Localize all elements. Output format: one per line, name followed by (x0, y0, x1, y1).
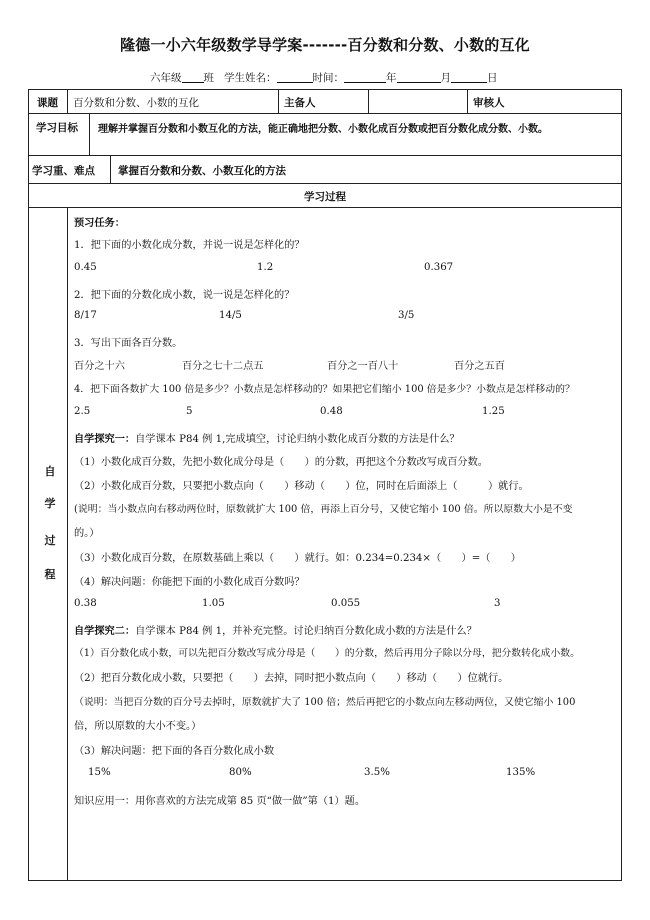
q3-item: 百分之十六 (74, 361, 125, 372)
explore-2-item: （3）解决问题：把下面的各百分数化成小数 (74, 746, 275, 757)
q3-item: 百分之一百八十 (327, 361, 399, 372)
explore-1-item: （2）小数化成百分数，只要把小数点向（ ）移动（ ）位，同时在后面添上（ ）就行。 (74, 481, 529, 492)
question-2: 2．把下面的分数化成小数，说一说是怎样化的？ (74, 290, 295, 301)
name-blank[interactable] (277, 71, 313, 83)
e2-value: 3.5% (364, 767, 390, 778)
e1-value: 3 (494, 598, 501, 609)
explore-2-note: （说明：当把百分数的百分号去掉时，原数就扩大了 100 倍；然后再把它的小数点向左移动两位，又使它缩小 100 (74, 697, 576, 708)
grade-label: 六年级 (150, 72, 182, 84)
explore-1-line (74, 430, 460, 445)
explore-1-note: (说明：当小数点向右移动两位时，原数就扩大 100 倍，再添上百分号，又使它缩小 100 倍。所以原数大小是不变 (74, 504, 573, 515)
key-value: 掌握百分数和分数、小数互化的方法 (118, 165, 286, 177)
year-label: 年 (386, 72, 397, 84)
goal-value: 理解并掌握百分数和小数互化的方法，能正确地把分数、小数化成百分数或把百分数化成分数、小数。 (98, 124, 548, 135)
key-label: 学习重、难点 (32, 165, 95, 177)
explore-1-item: （1）小数化成百分数，先把小数化成分母是（ ）的分数，再把这个分数改写成百分数。 (74, 457, 488, 468)
year-blank[interactable] (344, 71, 386, 83)
month-blank[interactable] (397, 71, 441, 83)
day-blank[interactable] (451, 71, 487, 83)
month-label: 月 (440, 72, 452, 84)
topic-label: 课题 (37, 97, 58, 109)
side-char-2: 学 (44, 497, 56, 510)
explore-2-line (74, 622, 477, 637)
explore-1-title: 自学探究一： (74, 434, 136, 445)
q2-item: 8/17 (74, 310, 97, 321)
q2-item: 3/5 (398, 310, 415, 321)
q4-item: 1.25 (482, 406, 505, 417)
q1-item: 1.2 (257, 262, 274, 273)
student-info-line (150, 70, 498, 85)
preview-title: 预习任务： (74, 218, 125, 229)
q4-item: 2.5 (74, 406, 91, 417)
side-char-3: 过 (44, 534, 56, 547)
explore-2-note: 倍，所以原数的大小不变。） (74, 721, 202, 732)
explore-1-item: （4）解决问题：你能把下面的小数化成百分数吗？ (74, 577, 305, 588)
topic-value: 百分数和分数、小数的互化 (73, 97, 199, 109)
time-label: 时间： (312, 72, 345, 84)
goal-label: 学习目标 (36, 122, 78, 134)
q4-item: 5 (186, 406, 193, 417)
page-title: 隆德一小六年级数学导学案-------百分数和分数、小数的互化 (120, 36, 530, 54)
day-label: 日 (487, 72, 498, 84)
class-blank[interactable] (182, 71, 204, 83)
e2-value: 80% (229, 767, 252, 778)
q3-item: 百分之七十二点五 (182, 361, 264, 372)
q1-item: 0.45 (74, 262, 97, 273)
explore-1-note: 的。） (74, 528, 100, 539)
process-label: 学习过程 (304, 191, 346, 203)
explore-1-text: 自学课本 P84 例 1,完成填空，讨论归纳小数化成百分数的方法是什么？ (135, 434, 460, 445)
q2-item: 14/5 (219, 310, 242, 321)
question-4: 4．把下面各数扩大 100 倍是多少？小数点是怎样移动的？如果把它们缩小 100 倍是多少？小数点是怎样移动的？ (74, 384, 575, 395)
question-3: 3．写出下面各百分数。 (74, 338, 183, 349)
side-char-1: 自 (44, 465, 56, 478)
class-label: 班 (203, 72, 214, 84)
explore-2-item: （2）把百分数化成小数，只要把（ ）去掉，同时把小数点向（ ）移动（ ）位就行。 (74, 673, 509, 684)
explore-2-title: 自学探究二： (74, 626, 136, 637)
explore-2-text: 自学课本 P84 例 1，并补充完整。讨论归纳百分数化成小数的方法是什么？ (135, 626, 477, 637)
preparer-label: 主备人 (284, 97, 316, 109)
reviewer-label: 审核人 (473, 97, 505, 109)
q1-item: 0.367 (424, 262, 454, 273)
e1-value: 1.05 (202, 598, 225, 609)
q4-item: 0.48 (320, 406, 343, 417)
question-1: 1．把下面的小数化成分数，并说一说是怎样化的？ (74, 240, 305, 251)
explore-1-item: （3）小数化成百分数，在原数基础上乘以（ ）就行。如：0.234=0.234×（ ）=（ ） (74, 553, 521, 564)
application-1: 知识应用一：用你喜欢的方法完成第 85 页“做一做”第（1）题。 (74, 796, 366, 807)
name-label: 学生姓名： (224, 72, 277, 84)
q3-item: 百分之五百 (454, 361, 505, 372)
e2-value: 15% (88, 767, 111, 778)
side-char-4: 程 (44, 568, 56, 581)
e2-value: 135% (506, 767, 536, 778)
e1-value: 0.38 (74, 598, 97, 609)
explore-2-item: （1）百分数化成小数，可以先把百分数改写成分母是（ ）的分数，然后再用分子除以分母，把分数转化成小数。 (74, 648, 580, 659)
e1-value: 0.055 (331, 598, 361, 609)
